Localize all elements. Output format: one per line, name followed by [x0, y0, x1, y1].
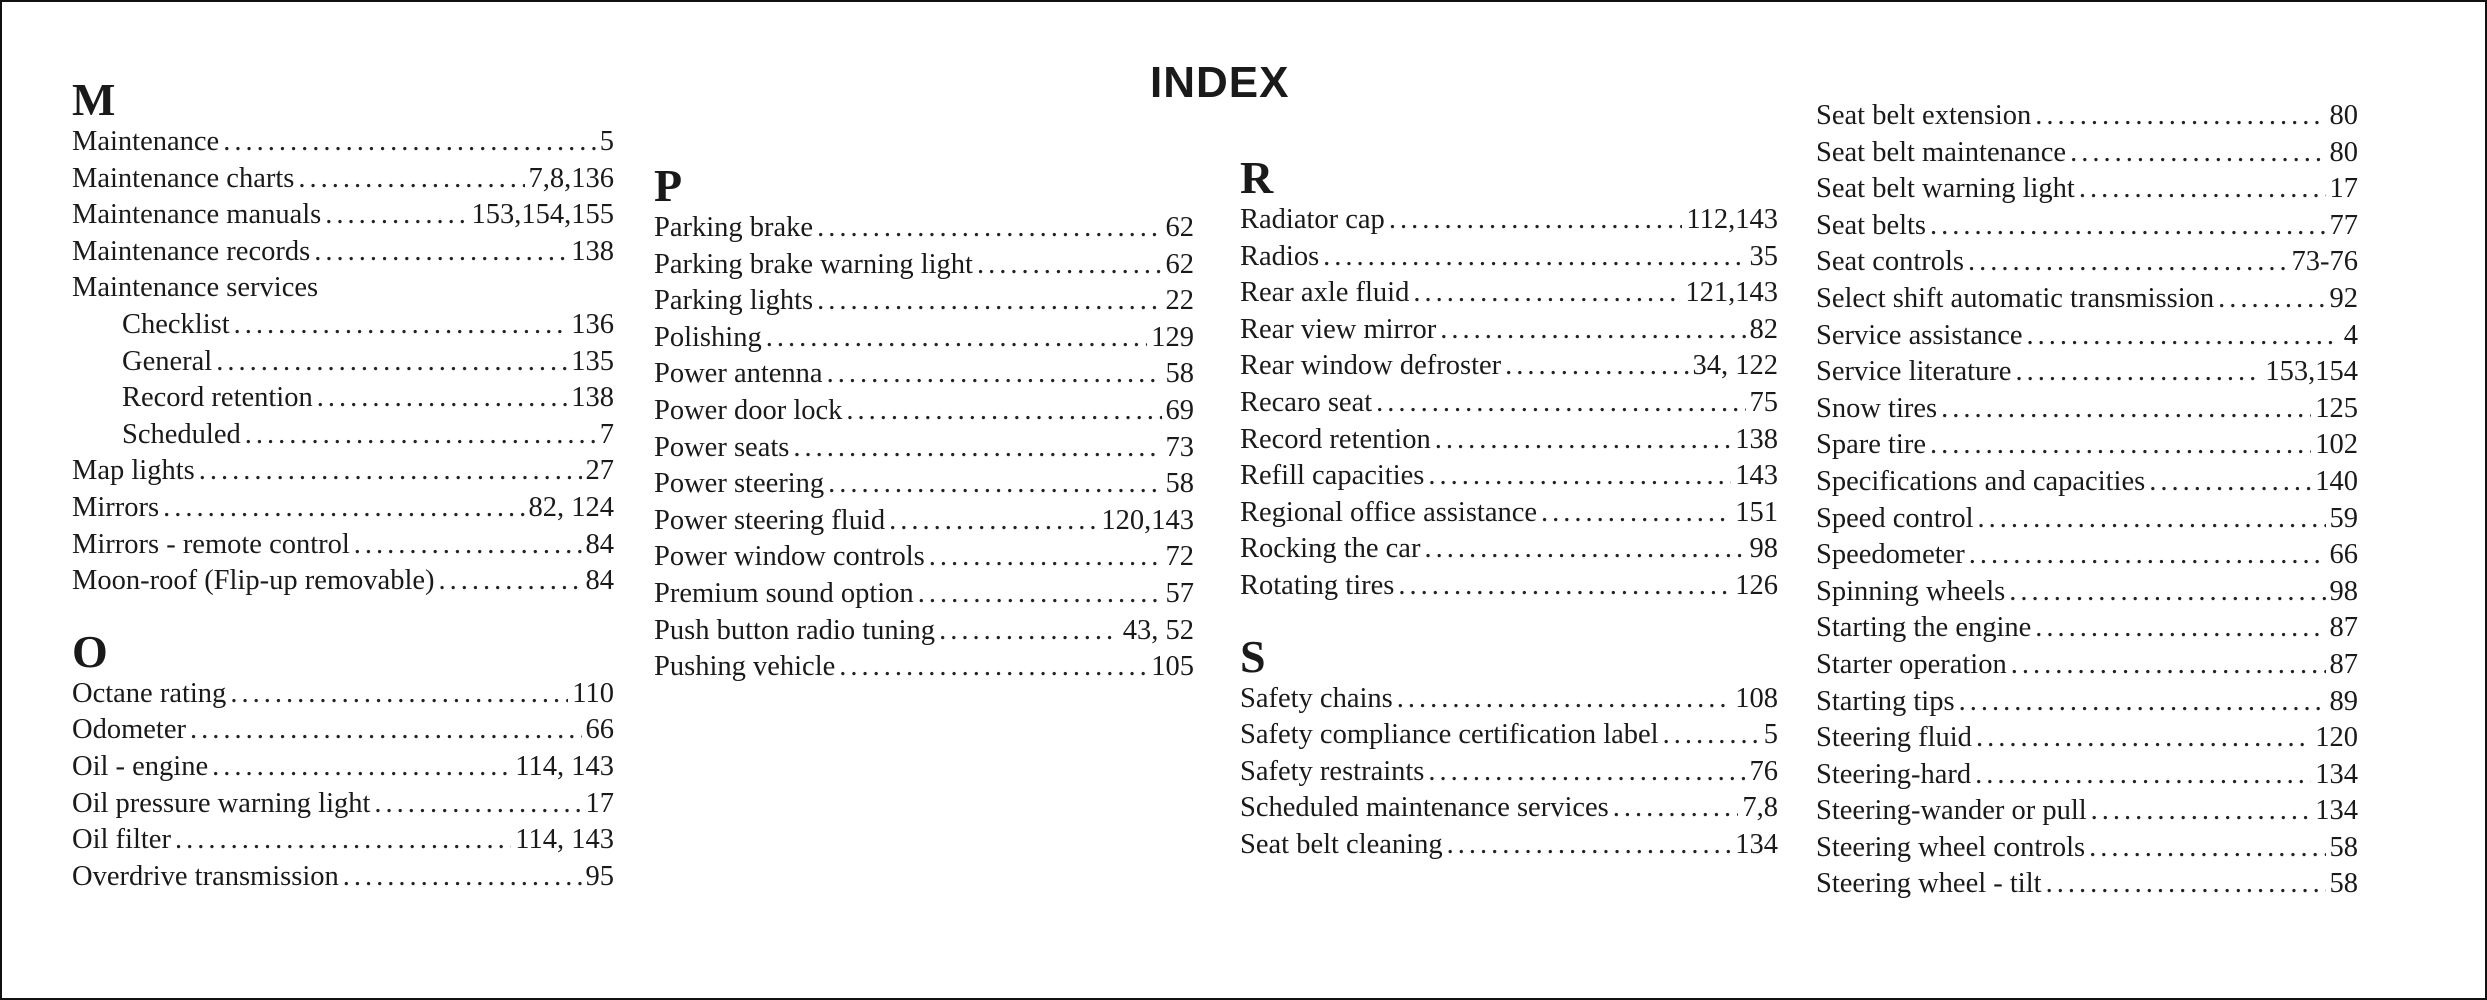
index-entry	[654, 539, 1194, 576]
index-entry-term: Steering-wander or pull	[1816, 795, 2087, 827]
index-entry-term: Power steering fluid	[654, 504, 886, 536]
index-entry	[1240, 827, 1778, 864]
index-entry-page: 95	[585, 860, 614, 892]
index-entry-page: 125	[2315, 392, 2358, 424]
index-entry-term: Spare tire	[1816, 429, 1926, 461]
dot-leader	[314, 234, 567, 271]
dot-leader	[2011, 647, 2326, 684]
index-entry-page: 82, 124	[528, 491, 614, 523]
index-entry-page: 120,143	[1101, 504, 1194, 536]
index-entry	[1240, 531, 1778, 568]
index-entry-term: Steering-hard	[1816, 758, 1972, 790]
index-entry-page: 58	[1165, 468, 1194, 500]
dot-leader	[939, 613, 1119, 650]
index-entry-term: Service literature	[1816, 356, 2012, 388]
index-entry-page: 43, 52	[1122, 614, 1194, 646]
dot-leader	[2149, 464, 2311, 501]
dot-leader	[245, 417, 596, 454]
dot-leader	[2089, 830, 2325, 867]
index-entry-page: 138	[571, 235, 614, 267]
index-entry-term: Parking brake warning light	[654, 248, 973, 280]
index-entry-term: Safety restraints	[1240, 755, 1425, 787]
index-entry-term: Radiator cap	[1240, 204, 1385, 235]
index-entry	[654, 503, 1194, 540]
index-entry-page: 153,154,155	[471, 199, 614, 231]
index-entry-page: 92	[2329, 282, 2358, 314]
index-entry-page: 5	[599, 126, 614, 157]
index-entry	[1816, 427, 2358, 464]
index-entry	[1240, 790, 1778, 827]
index-entry	[1816, 537, 2358, 574]
index-entry	[1816, 793, 2358, 830]
index-entry-page: 34, 122	[1692, 350, 1778, 382]
index-entry-page: 84	[585, 565, 614, 597]
dot-leader	[1505, 348, 1688, 385]
index-entry	[1816, 574, 2358, 611]
index-entry-page: 59	[2329, 502, 2358, 534]
index-entry	[1816, 318, 2358, 355]
index-entry-page: 153,154	[2265, 356, 2358, 388]
index-entry	[1816, 501, 2358, 538]
dot-leader	[1613, 790, 1739, 827]
dot-leader	[1389, 202, 1683, 239]
dot-leader	[918, 576, 1162, 613]
dot-leader	[439, 563, 582, 600]
index-entry-page: 80	[2329, 136, 2358, 168]
index-entry	[654, 283, 1194, 320]
index-entry-page: 5	[1763, 719, 1778, 751]
index-entry-term: Parking brake	[654, 212, 814, 243]
index-entry-page: 7,8,136	[528, 162, 614, 194]
index-entry	[1240, 422, 1778, 459]
index-entry-term: Specifications and capacities	[1816, 465, 2146, 497]
dot-leader	[1930, 208, 2325, 245]
index-entry	[1816, 244, 2358, 281]
index-entry-term: Speedometer	[1816, 539, 1965, 571]
index-entry	[1816, 391, 2358, 428]
index-entry-term: Refill capacities	[1240, 460, 1425, 492]
dot-leader	[793, 430, 1161, 467]
index-entry-page: 87	[2329, 612, 2358, 644]
index-entry-term: Power door lock	[654, 394, 843, 426]
dot-leader	[766, 320, 1148, 357]
index-entry-page: 76	[1749, 755, 1778, 787]
index-entry-term: Starting the engine	[1816, 612, 2032, 644]
dot-leader	[2070, 135, 2325, 172]
index-entry-term: Service assistance	[1816, 319, 2023, 351]
index-column-3	[1240, 154, 1778, 864]
dot-leader	[827, 356, 1162, 393]
dot-leader	[828, 466, 1161, 503]
section-letter-o: O	[72, 625, 108, 677]
dot-leader	[1440, 312, 1745, 349]
dot-leader	[223, 124, 596, 161]
index-entry-page: 98	[2329, 575, 2358, 607]
index-entry-term: General	[122, 345, 213, 377]
index-entry-term: Recaro seat	[1240, 386, 1373, 418]
dot-leader	[2218, 281, 2325, 318]
dot-leader	[2015, 354, 2261, 391]
index-entry	[1240, 348, 1778, 385]
index-entry	[1240, 717, 1778, 754]
dot-leader	[343, 859, 582, 896]
index-entry	[654, 613, 1194, 650]
index-entry-page: 72	[1165, 541, 1194, 573]
dot-leader	[175, 822, 511, 859]
index-entry-term: Steering wheel controls	[1816, 831, 2086, 863]
dot-leader	[2027, 318, 2340, 355]
section-letter-p: P	[654, 160, 683, 211]
index-entry	[1816, 354, 2358, 391]
dot-leader	[929, 539, 1162, 576]
index-entry	[72, 859, 614, 896]
index-entry-term: Safety compliance certification label	[1240, 719, 1659, 751]
dot-leader	[1930, 427, 2311, 464]
index-entry	[72, 563, 614, 600]
section-r-entries	[1240, 202, 1778, 605]
index-entry-term: Power steering	[654, 468, 825, 500]
index-entry-page: 138	[571, 382, 614, 414]
index-entry	[72, 712, 614, 749]
index-entry	[72, 307, 614, 344]
dot-leader	[1376, 385, 1745, 422]
index-entry	[1816, 208, 2358, 245]
index-entry-page: 105	[1151, 651, 1194, 683]
dot-leader	[1976, 720, 2311, 757]
index-entry-term: Seat belt cleaning	[1240, 828, 1443, 860]
index-entry-term: Seat belts	[1816, 209, 1927, 241]
index-entry-term: Maintenance charts	[72, 162, 295, 194]
index-entry	[72, 161, 614, 198]
index-entry-term: Record retention	[1240, 423, 1431, 455]
index-entry-term: Radios	[1240, 240, 1320, 272]
dot-leader	[325, 197, 467, 234]
index-entry-page: 108	[1735, 682, 1778, 714]
index-entry	[1816, 647, 2358, 684]
dot-leader	[2079, 171, 2326, 208]
index-entry-page: 120	[2315, 722, 2358, 754]
index-entry	[654, 576, 1194, 613]
index-entry	[1240, 275, 1778, 312]
index-entry-page: 98	[1749, 533, 1778, 565]
dot-leader	[1541, 495, 1731, 532]
dot-leader	[1663, 717, 1760, 754]
dot-leader	[1413, 275, 1681, 312]
section-letter-r: R	[1240, 152, 1274, 203]
index-entry-page: 62	[1165, 212, 1194, 243]
index-entry	[1816, 135, 2358, 172]
index-entry-page: 62	[1165, 248, 1194, 280]
index-entry	[1816, 757, 2358, 794]
index-entry	[72, 749, 614, 786]
index-entry-page: 66	[585, 714, 614, 746]
index-entry-term: Mirrors	[72, 491, 160, 523]
index-entry-page: 58	[2329, 868, 2358, 900]
index-entry	[654, 393, 1194, 430]
index-entry-term: Polishing	[654, 321, 762, 353]
index-entry	[1816, 464, 2358, 501]
dot-leader	[1428, 458, 1731, 495]
index-entry	[1240, 385, 1778, 422]
index-entry-page: 22	[1165, 285, 1194, 317]
index-entry	[654, 466, 1194, 503]
index-entry	[1240, 568, 1778, 605]
index-entry-page: 69	[1165, 394, 1194, 426]
index-entry-page: 57	[1165, 577, 1194, 609]
index-entry-term: Map lights	[72, 455, 195, 487]
index-entry-term: Odometer	[72, 714, 186, 746]
dot-leader	[846, 393, 1161, 430]
index-entry-page: 82	[1749, 313, 1778, 345]
dot-leader	[1398, 568, 1731, 605]
dot-leader	[839, 649, 1147, 686]
index-entry	[1816, 720, 2358, 757]
index-entry-term: Rotating tires	[1240, 569, 1395, 601]
index-entry-term: Push button radio tuning	[654, 614, 936, 646]
index-entry-page: 126	[1735, 569, 1778, 601]
index-entry-page: 134	[2315, 795, 2358, 827]
index-entry-page: 80	[2329, 100, 2358, 131]
index-entry-page: 87	[2329, 648, 2358, 680]
index-entry-term: Checklist	[122, 308, 230, 340]
index-entry-page: 7,8	[1742, 792, 1778, 824]
dot-leader	[298, 161, 524, 198]
index-column-1	[72, 76, 614, 895]
index-entry-page: 4	[2343, 319, 2358, 351]
dot-leader	[354, 527, 582, 564]
index-entry-term: Oil - engine	[72, 750, 209, 782]
dot-leader	[2009, 574, 2325, 611]
index-entry	[654, 430, 1194, 467]
index-entry-term: Moon-roof (Flip-up removable)	[72, 565, 435, 597]
index-entry-page: 129	[1151, 321, 1194, 353]
index-entry-term: Mirrors - remote control	[72, 528, 350, 560]
dot-leader	[1428, 754, 1745, 791]
index-entry-term: Overdrive transmission	[72, 860, 339, 892]
index-entry-page: 58	[2329, 831, 2358, 863]
index-entry-page: 58	[1165, 358, 1194, 390]
index-entry	[1816, 171, 2358, 208]
dot-leader	[2035, 610, 2325, 647]
index-entry	[1816, 684, 2358, 721]
index-entry-term: Octane rating	[72, 677, 227, 709]
index-entry-page: 134	[2315, 758, 2358, 790]
index-entry	[1240, 754, 1778, 791]
index-entry-term: Seat belt maintenance	[1816, 136, 2067, 168]
index-entry-term: Scheduled maintenance services	[1240, 792, 1609, 824]
index-entry	[72, 234, 614, 271]
index-entry-term: Seat belt extension	[1816, 100, 2032, 131]
index-entry-term: Scheduled	[122, 418, 241, 450]
index-entry-page: 89	[2329, 685, 2358, 717]
dot-leader	[2035, 98, 2325, 135]
index-entry	[72, 676, 614, 713]
index-entry	[72, 822, 614, 859]
index-entry-term: Regional office assistance	[1240, 496, 1538, 528]
index-entry-term: Oil pressure warning light	[72, 787, 371, 819]
index-entry	[72, 490, 614, 527]
index-entry-page: 151	[1735, 496, 1778, 528]
index-entry-term: Seat belt warning light	[1816, 173, 2075, 205]
index-column-4	[1816, 98, 2358, 903]
dot-leader	[1435, 422, 1732, 459]
index-entry	[1816, 830, 2358, 867]
dot-leader	[817, 283, 1161, 320]
index-entry-page: 35	[1749, 240, 1778, 272]
index-entry-page: 73-76	[2291, 246, 2358, 278]
index-entry	[72, 453, 614, 490]
index-entry-term: Record retention	[122, 382, 313, 414]
index-entry-page: 140	[2315, 465, 2358, 497]
section-o-entries	[72, 676, 614, 896]
index-entry	[654, 247, 1194, 284]
index-entry	[72, 417, 614, 454]
index-entry-term: Maintenance records	[72, 235, 311, 267]
index-entry-page: 27	[585, 455, 614, 487]
index-entry-page: 112,143	[1686, 204, 1778, 235]
dot-leader	[1969, 537, 2326, 574]
index-entry-term: Starting tips	[1816, 685, 1955, 717]
maintenance-services-heading: Maintenance services	[72, 272, 319, 304]
dot-leader	[1447, 827, 1732, 864]
section-s-entries	[1240, 681, 1778, 864]
dot-leader	[1397, 681, 1732, 718]
dot-leader	[2046, 866, 2326, 903]
index-entry-term: Select shift automatic transmission	[1816, 282, 2215, 314]
dot-leader	[212, 749, 511, 786]
dot-leader	[163, 490, 524, 527]
index-entry	[1816, 866, 2358, 903]
section-m-entries	[72, 124, 614, 270]
dot-leader	[317, 380, 568, 417]
index-entry-page: 143	[1735, 460, 1778, 492]
index-entry-page: 121,143	[1685, 277, 1778, 309]
index-entry	[72, 786, 614, 823]
index-entry-page: 102	[2315, 429, 2358, 461]
page-title: INDEX	[1150, 58, 1290, 107]
index-entry-page: 66	[2329, 539, 2358, 571]
section-letter-m: M	[72, 74, 116, 125]
index-entry	[1816, 281, 2358, 318]
maintenance-services-subentries	[72, 307, 614, 453]
index-entry-term: Rear axle fluid	[1240, 277, 1410, 309]
section-m-entries-continued	[72, 453, 614, 599]
index-entry-page: 73	[1165, 431, 1194, 463]
index-entry-term: Seat controls	[1816, 246, 1965, 278]
index-entry-page: 17	[585, 787, 614, 819]
dot-leader	[1424, 531, 1745, 568]
index-entry-page: 7	[599, 418, 614, 450]
dot-leader	[817, 210, 1161, 247]
index-entry	[72, 380, 614, 417]
index-entry	[72, 197, 614, 234]
dot-leader	[2091, 793, 2312, 830]
index-entry-page: 136	[571, 308, 614, 340]
index-entry-term: Starter operation	[1816, 648, 2007, 680]
index-entry-term: Rear view mirror	[1240, 313, 1437, 345]
index-entry	[1240, 495, 1778, 532]
index-entry-term: Maintenance	[72, 126, 220, 157]
index-entry-term: Parking lights	[654, 285, 814, 317]
index-entry	[654, 320, 1194, 357]
index-entry-term: Steering wheel - tilt	[1816, 868, 2042, 900]
index-entry-term: Safety chains	[1240, 682, 1393, 714]
index-entry-term: Pushing vehicle	[654, 651, 836, 683]
dot-leader	[374, 786, 581, 823]
index-entry-term: Power antenna	[654, 358, 823, 390]
index-entry-page: 84	[585, 528, 614, 560]
index-entry-term: Spinning wheels	[1816, 575, 2006, 607]
index-entry	[72, 527, 614, 564]
index-entry-term: Rear window defroster	[1240, 350, 1502, 382]
dot-leader	[199, 453, 582, 490]
index-entry-term: Steering fluid	[1816, 722, 1972, 754]
dot-leader	[1975, 757, 2311, 794]
index-entry	[654, 210, 1194, 247]
index-entry	[72, 124, 614, 161]
dot-leader	[889, 503, 1097, 540]
index-entry	[1240, 312, 1778, 349]
index-entry	[1240, 458, 1778, 495]
dot-leader	[1978, 501, 2326, 538]
index-entry	[1240, 681, 1778, 718]
index-entry-term: Power window controls	[654, 541, 925, 573]
index-entry	[1240, 239, 1778, 276]
index-entry-page: 114, 143	[515, 750, 614, 782]
index-entry-term: Oil filter	[72, 824, 171, 856]
dot-leader	[234, 307, 568, 344]
dot-leader	[1941, 391, 2311, 428]
index-entry-page: 138	[1735, 423, 1778, 455]
index-entry-term: Power seats	[654, 431, 790, 463]
index-entry	[654, 356, 1194, 393]
index-entry-page: 110	[572, 677, 614, 709]
index-entry	[1240, 202, 1778, 239]
index-entry-page: 134	[1735, 828, 1778, 860]
index-entry	[654, 649, 1194, 686]
section-p-entries	[654, 210, 1194, 686]
dot-leader	[977, 247, 1162, 284]
index-entry-page: 114, 143	[515, 824, 614, 856]
dot-leader	[1323, 239, 1745, 276]
index-entry-page: 75	[1749, 386, 1778, 418]
index-entry	[1816, 98, 2358, 135]
index-column-2	[654, 162, 1194, 686]
dot-leader	[190, 712, 582, 749]
dot-leader	[1968, 244, 2287, 281]
section-s-entries-continued	[1816, 98, 2358, 903]
index-entry-term: Premium sound option	[654, 577, 914, 609]
section-letter-s: S	[1240, 630, 1266, 682]
index-entry-page: 17	[2329, 173, 2358, 205]
index-entry-page: 77	[2329, 209, 2358, 241]
index-entry-term: Maintenance manuals	[72, 199, 322, 231]
index-entry-term: Snow tires	[1816, 392, 1938, 424]
index-entry-page: 135	[571, 345, 614, 377]
dot-leader	[1959, 684, 2326, 721]
index-entry	[1816, 610, 2358, 647]
index-entry-term: Rocking the car	[1240, 533, 1421, 565]
index-entry	[72, 344, 614, 381]
dot-leader	[230, 676, 568, 713]
dot-leader	[216, 344, 567, 381]
index-entry-term: Speed control	[1816, 502, 1974, 534]
